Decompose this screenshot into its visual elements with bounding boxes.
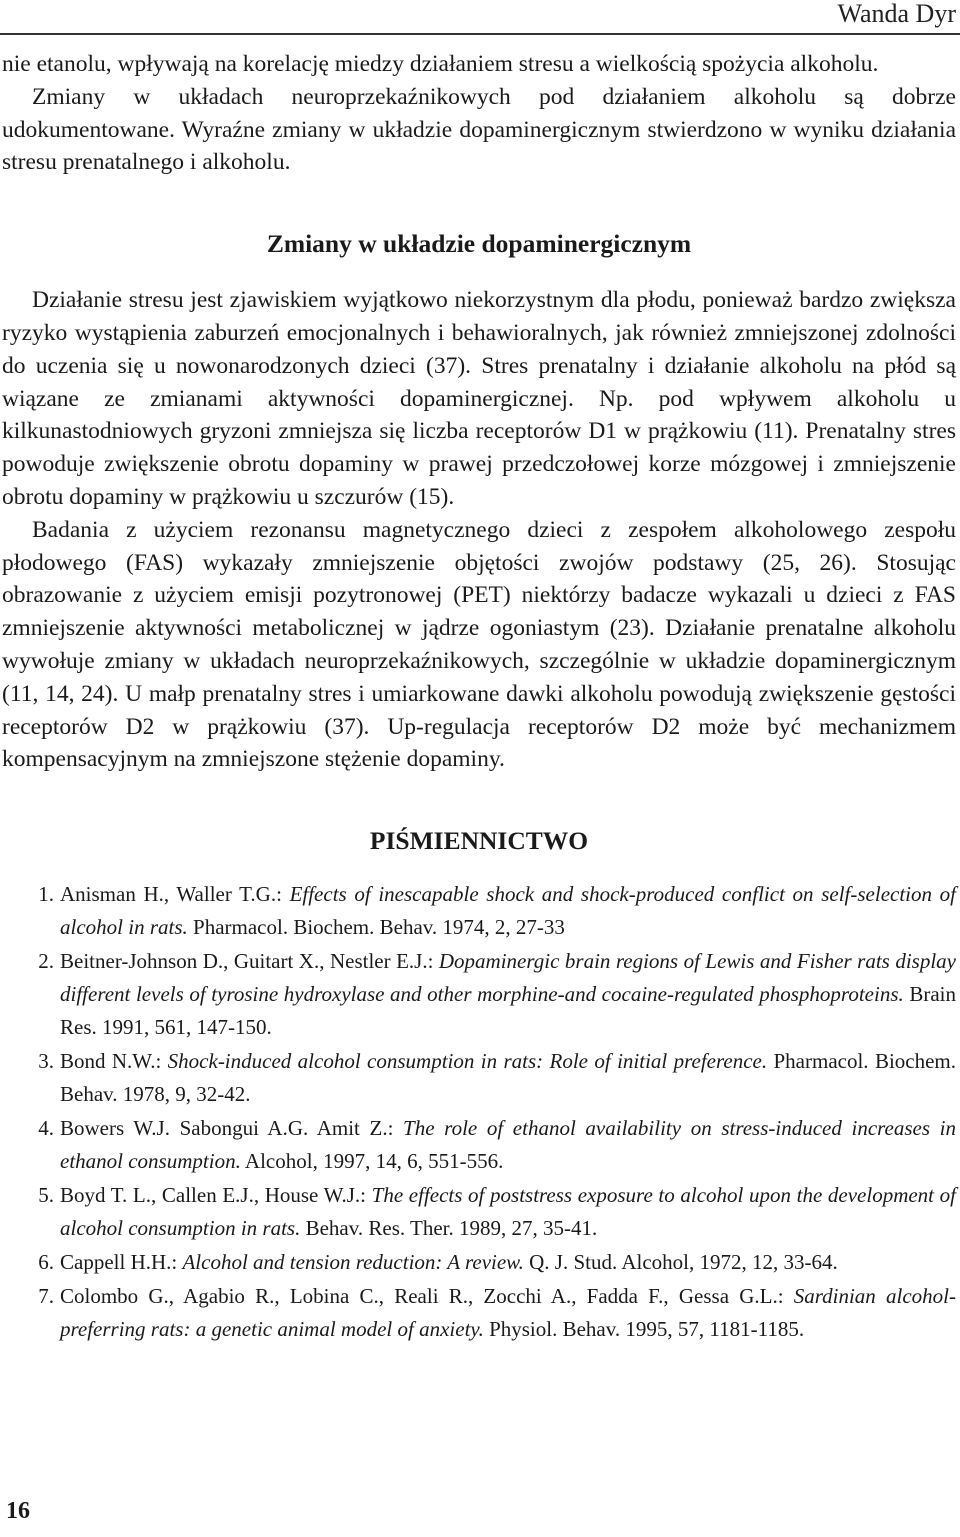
page-number: 16 [6,1498,30,1524]
reference-source: Alcohol, 1997, 14, 6, 551-556. [240,1149,504,1174]
reference-item [2,878,956,944]
reference-source: Pharmacol. Biochem. Behav. 1978, 9, 32-42. [60,1049,957,1107]
reference-authors: Beitner-Johnson D., Guitart X., Nestler E.J.: [60,949,439,974]
reference-item [2,1112,956,1178]
references-list [2,878,956,1346]
reference-title: Alcohol and tension reduction: A review. [182,1250,524,1275]
reference-item [2,1280,956,1346]
intro-paragraph-1: nie etanolu, wpływają na korelację miedzy działaniem stresu a wielkością spożycia alkoholu. [2,51,879,77]
reference-title: The role of ethanol availability on stress-induced increases in ethanol consumption. [60,1116,956,1174]
reference-item [2,945,956,1044]
reference-item [2,1179,956,1245]
reference-authors: Bowers W.J. Sabongui A.G. Amit Z.: [60,1116,404,1141]
reference-authors: Bond N.W.: [60,1049,168,1074]
reference-title: The effects of poststress exposure to alcohol upon the development of alcohol consumption in rats. [60,1183,956,1241]
intro-paragraph-2: Zmiany w układach neuroprzekaźnikowych pod działaniem alkoholu są dobrze udokumentowane. Wyraźne zmiany w układzie dopaminergicznym stwierdzono w wyniku działania stresu prenatalnego i alkoholu. [2,83,956,176]
reference-number: 2. [38,949,54,974]
reference-authors: Boyd T. L., Callen E.J., House W.J.: [60,1183,372,1208]
section-heading: Zmiany w układzie dopaminergicznym [266,229,692,259]
reference-number: 3. [38,1049,54,1074]
reference-source: Brain Res. 1991, 561, 147-150. [60,982,957,1040]
reference-number: 1. [38,882,54,907]
reference-title: Dopaminergic brain regions of Lewis and Fisher rats display different levels of tyrosine hydroxylase and other morphine-and cocaine-regulated phosphoproteins. [60,949,956,1007]
reference-source: Behav. Res. Ther. 1989, 27, 35-41. [300,1216,598,1241]
references-heading: PIŚMIENNICTWO [369,826,589,856]
running-header-author: Wanda Dyr [837,0,956,28]
reference-title: Sardinian alcohol-preferring rats: a genetic animal model of anxiety. [60,1284,956,1342]
reference-item [2,1246,956,1279]
reference-number: 5. [38,1183,54,1208]
reference-authors: Cappell H.H.: [60,1250,183,1275]
reference-source: Pharmacol. Biochem. Behav. 1974, 2, 27-33 [187,915,565,940]
reference-number: 6. [38,1250,54,1275]
reference-number: 4. [38,1116,54,1141]
page-body [2,48,956,1347]
header-rule [0,33,960,35]
reference-source: Physiol. Behav. 1995, 57, 1181-1185. [483,1317,805,1342]
section-paragraph-2: Badania z użyciem rezonansu magnetycznego dzieci z zespołem alkoholowego zespołu płodowego (FAS) wykazały zmniejszenie objętości zwojów podstawy (25, 26). Stosując obrazowanie z użyciem emisji pozytronowej (PET) niektórzy badacze wykazali u dzieci z FAS zmniejszenie aktywności metabolicznej w jądrze ogoniastym (23). Działanie prenatalne alkoholu wywołuje zmiany w układach neuroprzekaźnikowych, szczególnie w układzie dopaminergicznym (11, 14, 24). U małp prenatalny stres i umiarkowane dawki alkoholu powodują zwiększenie gęstości receptorów D2 w prążkowiu (37). Up-regulacja receptorów D2 może być mechanizmem kompensacyjnym na zmniejszone stężenie dopaminy. [2,516,956,773]
reference-title: Shock-induced alcohol consumption in rats: Role of initial preference. [167,1049,768,1074]
reference-item [2,1045,956,1111]
reference-source: Q. J. Stud. Alcohol, 1972, 12, 33-64. [523,1250,838,1275]
reference-title: Effects of inescapable shock and shock-produced conflict on self-selection of alcohol in rats. [60,882,956,940]
reference-authors: Colombo G., Agabio R., Lobina C., Reali R., Zocchi A., Fadda F., Gessa G.L.: [60,1284,794,1309]
section-paragraph-1: Działanie stresu jest zjawiskiem wyjątkowo niekorzystnym dla płodu, ponieważ bardzo zwiększa ryzyko wystąpienia zaburzeń emocjonalnych i behawioralnych, jak również zmniejszonej zdolności do uczenia się u nowonarodzonych dzieci (37). Stres prenatalny i działanie alkoholu na płód są wiązane ze zmianami aktywności dopaminergicznej. Np. pod wpływem alkoholu u kilkunastodniowych gryzoni zmniejsza się liczba receptorów D1 w prążkowiu (11). Prenatalny stres powoduje zwiększenie obrotu dopaminy w prawej przedczołowej korze mózgowej i zmniejszenie obrotu dopaminy w prążkowiu u szczurów (15). [2,287,956,510]
reference-authors: Anisman H., Waller T.G.: [60,882,290,907]
reference-number: 7. [38,1284,54,1309]
